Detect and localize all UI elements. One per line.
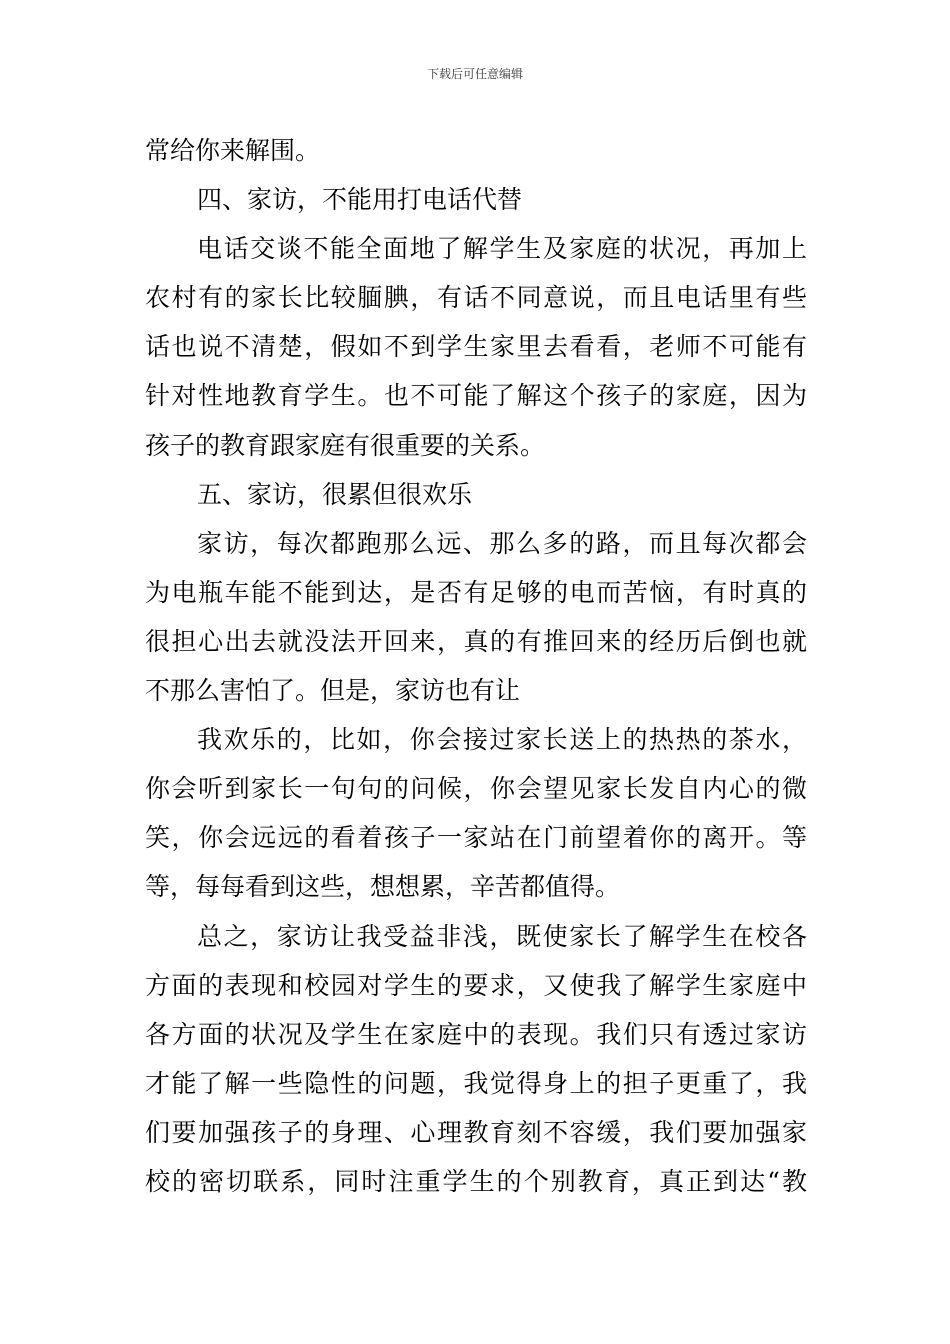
- text-line: 四、家访，不能用打电话代替: [197, 185, 523, 215]
- text-line: 为电瓶车能不能到达，是否有足够的电而苦恼，有时真的: [145, 577, 807, 607]
- text-line: 校的密切联系，同时注重学生的个别教育，真正到达“教: [145, 1166, 807, 1196]
- text-line: 我欢乐的，比如，你会接过家长送上的热热的茶水，: [197, 725, 807, 755]
- text-line: 家访，每次都跑那么远、那么多的路，而且每次都会: [197, 528, 807, 558]
- text-line: 农村有的家长比较腼腆，有话不同意说，而且电话里有些: [145, 283, 807, 313]
- text-line: 很担心出去就没法开回来，真的有推回来的经历后倒也就: [145, 626, 807, 656]
- text-line: 不那么害怕了。但是，家访也有让: [145, 676, 521, 706]
- text-line: 针对性地教育学生。也不可能了解这个孩子的家庭，因为: [145, 381, 807, 411]
- text-line: 才能了解一些隐性的问题，我觉得身上的担子更重了，我: [145, 1068, 807, 1098]
- text-line: 你会听到家长一句句的问候，你会望见家长发自内心的微: [145, 774, 807, 804]
- text-line: 电话交谈不能全面地了解学生及家庭的状况，再加上: [197, 234, 807, 264]
- text-line: 方面的表现和校园对学生的要求，又使我了解学生家庭中: [145, 970, 807, 1000]
- text-line: 总之，家访让我受益非浅，既使家长了解学生在校各: [197, 921, 807, 951]
- text-line: 常给你来解围。: [145, 136, 321, 165]
- text-line: 话也说不清楚，假如不到学生家里去看看，老师不可能有: [145, 332, 807, 362]
- text-line: 五、家访，很累但很欢乐: [197, 479, 473, 509]
- text-line: 们要加强孩子的身理、心理教育刻不容缓，我们要加强家: [145, 1117, 807, 1147]
- text-line: 孩子的教育跟家庭有很重要的关系。: [145, 430, 546, 460]
- text-line: 各方面的状况及学生在家庭中的表现。我们只有透过家访: [145, 1019, 807, 1049]
- text-line: 等，每每看到这些，想想累，辛苦都值得。: [145, 872, 621, 902]
- document-body: [145, 126, 807, 1206]
- page-header: 下载后可任意编辑: [426, 67, 523, 81]
- text-line: 笑，你会远远的看着孩子一家站在门前望着你的离开。等: [145, 823, 807, 853]
